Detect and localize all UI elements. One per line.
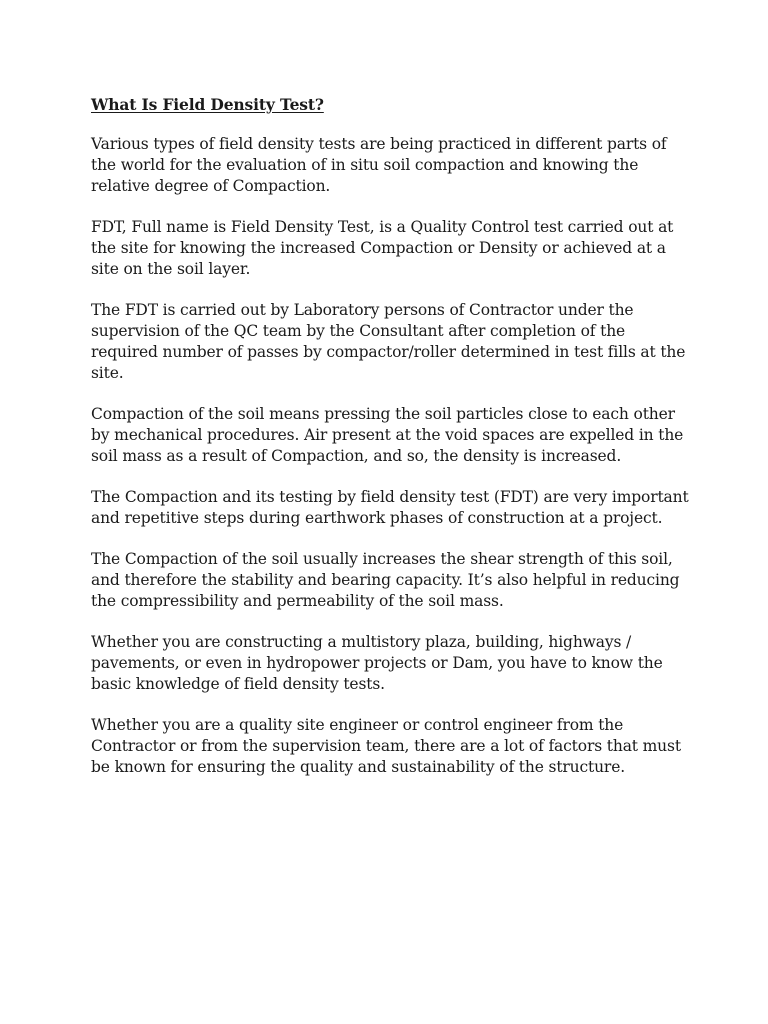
paragraph-fdt-definition: FDT, Full name is Field Density Test, is a Quality Control test carried out at the site for knowing the increased Compaction or Density or achieved at a site on the soil layer.: [91, 218, 674, 278]
paragraph-intro: Various types of field density tests are being practiced in different parts of the world for the evaluation of in situ soil compaction and knowing the relative degree of Compaction.: [91, 135, 667, 195]
paragraph-fdt-procedure: The FDT is carried out by Laboratory persons of Contractor under the supervision of the QC team by the Consultant after completion of the required number of passes by compactor/roller determined in test fills at the site.: [91, 301, 686, 382]
paragraph-shear-strength: The Compaction of the soil usually increases the shear strength of this soil, and therefore the stability and bearing capacity. It’s also helpful in reducing the compressibility and permeability of the soil mass.: [91, 550, 680, 610]
paragraph-compaction-meaning: Compaction of the soil means pressing the soil particles close to each other by mechanical procedures. Air present at the void spaces are expelled in the soil mass as a result of Compaction, and so, the density is increased.: [91, 405, 684, 465]
paragraph-engineers: Whether you are a quality site engineer or control engineer from the Contractor or from the supervision team, there are a lot of factors that must be known for ensuring the quality and sustainability of the structure.: [91, 716, 681, 776]
paragraph-importance: The Compaction and its testing by field density test (FDT) are very important and repetitive steps during earthwork phases of construction at a project.: [91, 488, 689, 527]
document-body: [91, 94, 691, 798]
paragraph-projects: Whether you are constructing a multistory plaza, building, highways / pavements, or even in hydropower projects or Dam, you have to know the basic knowledge of field density tests.: [91, 633, 663, 693]
document-heading: What Is Field Density Test?: [91, 95, 324, 114]
